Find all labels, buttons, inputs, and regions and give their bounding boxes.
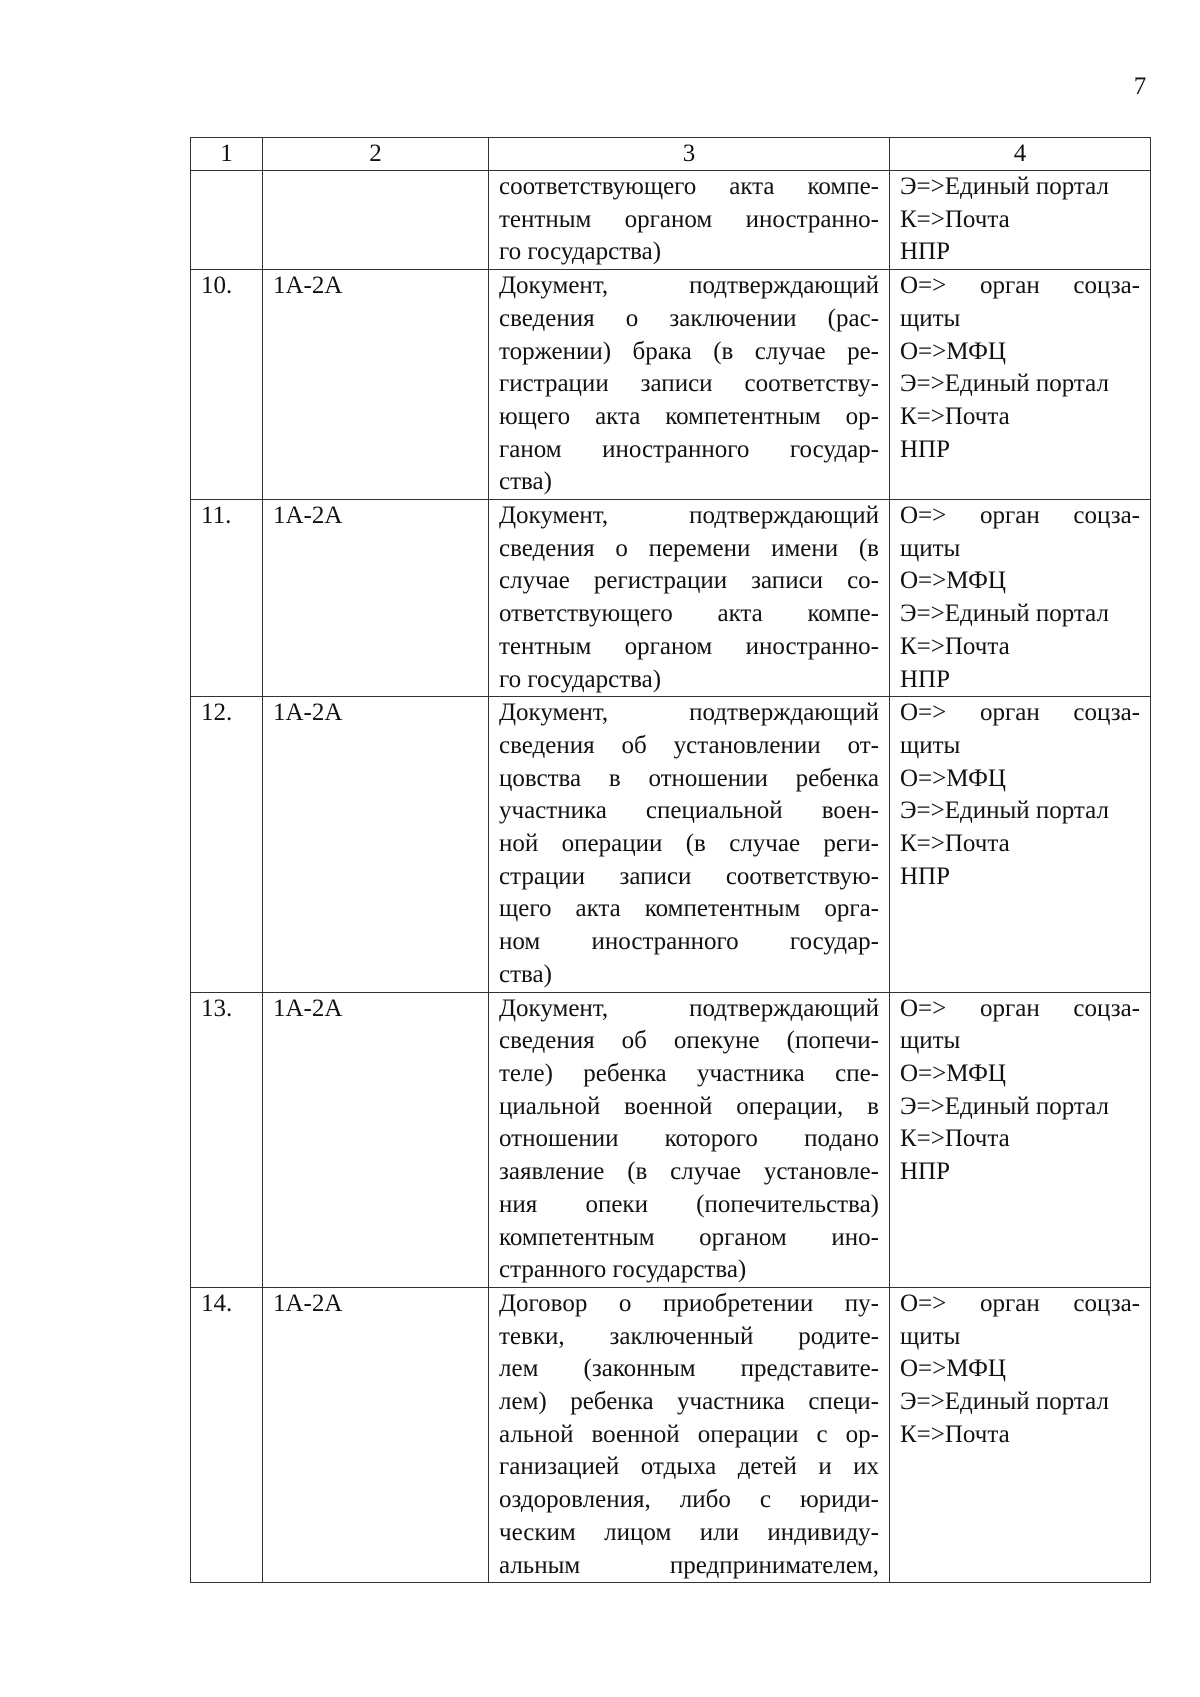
row-number: 10. [191, 270, 263, 500]
row-code: 1А-2А [263, 270, 489, 500]
channel-line: К=>Почта [900, 1420, 1010, 1448]
row-code: 1А-2А [263, 697, 489, 992]
channel-line: К=>Почта [900, 205, 1010, 233]
row-number [191, 171, 263, 270]
row-submission-channels [890, 1287, 1151, 1582]
description-line: тевки, заключенный родите- [499, 1322, 879, 1350]
description-line: участника специальной воен- [499, 797, 879, 825]
description-line: Документ, подтверждающий [499, 272, 879, 300]
channel-line: К=>Почта [900, 1125, 1010, 1153]
table-header [191, 138, 1151, 171]
channel-line: Э=>Единый портал [900, 173, 1109, 200]
description-line: лем) ребенка участника специ- [499, 1388, 879, 1416]
table-row [191, 270, 1151, 500]
table-row [191, 1287, 1151, 1582]
header-col-4: 4 [890, 138, 1151, 171]
row-document-description [489, 1287, 890, 1582]
description-line: ответствующего акта компе- [499, 600, 879, 628]
description-line: ганизацией отдыха детей и их [499, 1453, 879, 1481]
description-line: цовства в отношении ребенка [499, 764, 879, 792]
channel-line: НПР [900, 862, 951, 890]
channel-line: щиты [900, 304, 961, 332]
row-document-description [489, 270, 890, 500]
description-line: сведения об опекуне (попечи- [499, 1027, 879, 1055]
description-line: соответствующего акта компе- [499, 173, 879, 200]
description-line: ства) [499, 468, 552, 496]
description-line: ной операции (в случае реги- [499, 830, 879, 858]
description-line: альным предпринимателем, [499, 1551, 879, 1579]
row-document-description [489, 500, 890, 697]
document-table [190, 137, 1151, 1583]
channel-line: О=>МФЦ [900, 337, 1006, 365]
channel-line: К=>Почта [900, 632, 1010, 660]
description-line: тентным органом иностранно- [499, 632, 879, 660]
description-line: ческим лицом или индивиду- [499, 1518, 879, 1546]
description-line: ства) [499, 960, 552, 988]
description-line: альной военной операции с ор- [499, 1420, 879, 1448]
channel-line: Э=>Единый портал [900, 370, 1109, 398]
row-submission-channels [890, 697, 1151, 992]
row-document-description [489, 992, 890, 1287]
channel-line: О=>МФЦ [900, 567, 1006, 595]
header-row [191, 138, 1151, 171]
description-line: Документ, подтверждающий [499, 699, 879, 727]
table-row [191, 992, 1151, 1287]
row-code: 1А-2А [263, 992, 489, 1287]
row-document-description [489, 697, 890, 992]
description-line: случае регистрации записи со- [499, 567, 879, 595]
channel-line: щиты [900, 731, 961, 759]
row-number: 11. [191, 500, 263, 697]
row-number: 13. [191, 992, 263, 1287]
description-line: ния опеки (попечительства) [499, 1190, 879, 1218]
description-line: Документ, подтверждающий [499, 502, 879, 530]
description-line: Договор о приобретении пу- [499, 1289, 879, 1317]
channel-line: щиты [900, 534, 961, 562]
table-row [191, 500, 1151, 697]
description-line: ганом иностранного государ- [499, 435, 879, 463]
description-line: страции записи соответствую- [499, 862, 879, 890]
description-line: заявление (в случае установле- [499, 1158, 879, 1186]
header-col-3: 3 [489, 138, 890, 171]
channel-line: О=>МФЦ [900, 1059, 1006, 1087]
channel-line: О=>МФЦ [900, 1355, 1006, 1383]
channel-line: О=> орган соцза- [900, 1289, 1140, 1317]
row-code [263, 171, 489, 270]
channel-line: НПР [900, 435, 951, 463]
channel-line: О=> орган соцза- [900, 699, 1140, 727]
description-line: теле) ребенка участника спе- [499, 1059, 879, 1087]
channel-line: НПР [900, 665, 951, 693]
description-line: лем (законным представите- [499, 1355, 879, 1383]
description-line: компетентным органом ино- [499, 1223, 879, 1251]
description-line: циальной военной операции, в [499, 1092, 879, 1120]
table-row [191, 171, 1151, 270]
row-number: 14. [191, 1287, 263, 1582]
channel-line: Э=>Единый портал [900, 1388, 1109, 1416]
row-document-description [489, 171, 890, 270]
description-line: торжении) брака (в случае ре- [499, 337, 879, 365]
description-line: странного государства) [499, 1256, 747, 1284]
row-number: 12. [191, 697, 263, 992]
header-col-1: 1 [191, 138, 263, 171]
description-line: го государства) [499, 238, 662, 266]
channel-line: НПР [900, 238, 951, 266]
table-body [191, 171, 1151, 1583]
description-line: сведения об установлении от- [499, 731, 879, 759]
channel-line: К=>Почта [900, 830, 1010, 858]
description-line: щего акта компетентным орга- [499, 895, 879, 923]
row-code: 1А-2А [263, 1287, 489, 1582]
channel-line: О=> орган соцза- [900, 272, 1140, 300]
channel-line: Э=>Единый портал [900, 1092, 1109, 1120]
row-code: 1А-2А [263, 500, 489, 697]
row-submission-channels [890, 171, 1151, 270]
channel-line: О=>МФЦ [900, 764, 1006, 792]
channel-line: щиты [900, 1322, 961, 1350]
description-line: оздоровления, либо с юриди- [499, 1486, 879, 1514]
description-line: отношении которого подано [499, 1125, 879, 1153]
description-line: сведения о перемени имени (в [499, 534, 879, 562]
description-line: ющего акта компетентным ор- [499, 402, 879, 430]
channel-line: О=> орган соцза- [900, 994, 1140, 1022]
description-line: Документ, подтверждающий [499, 994, 879, 1022]
description-line: сведения о заключении (рас- [499, 304, 879, 332]
description-line: тентным органом иностранно- [499, 205, 879, 233]
channel-line: Э=>Единый портал [900, 600, 1109, 628]
channel-line: К=>Почта [900, 402, 1010, 430]
row-submission-channels [890, 270, 1151, 500]
page-number: 7 [1133, 73, 1147, 100]
channel-line: щиты [900, 1027, 961, 1055]
description-line: ном иностранного государ- [499, 928, 879, 956]
description-line: го государства) [499, 665, 662, 693]
channel-line: НПР [900, 1158, 951, 1186]
channel-line: Э=>Единый портал [900, 797, 1109, 825]
row-submission-channels [890, 992, 1151, 1287]
header-col-2: 2 [263, 138, 489, 171]
row-submission-channels [890, 500, 1151, 697]
table-row [191, 697, 1151, 992]
channel-line: О=> орган соцза- [900, 502, 1140, 530]
description-line: гистрации записи соответству- [499, 370, 879, 398]
